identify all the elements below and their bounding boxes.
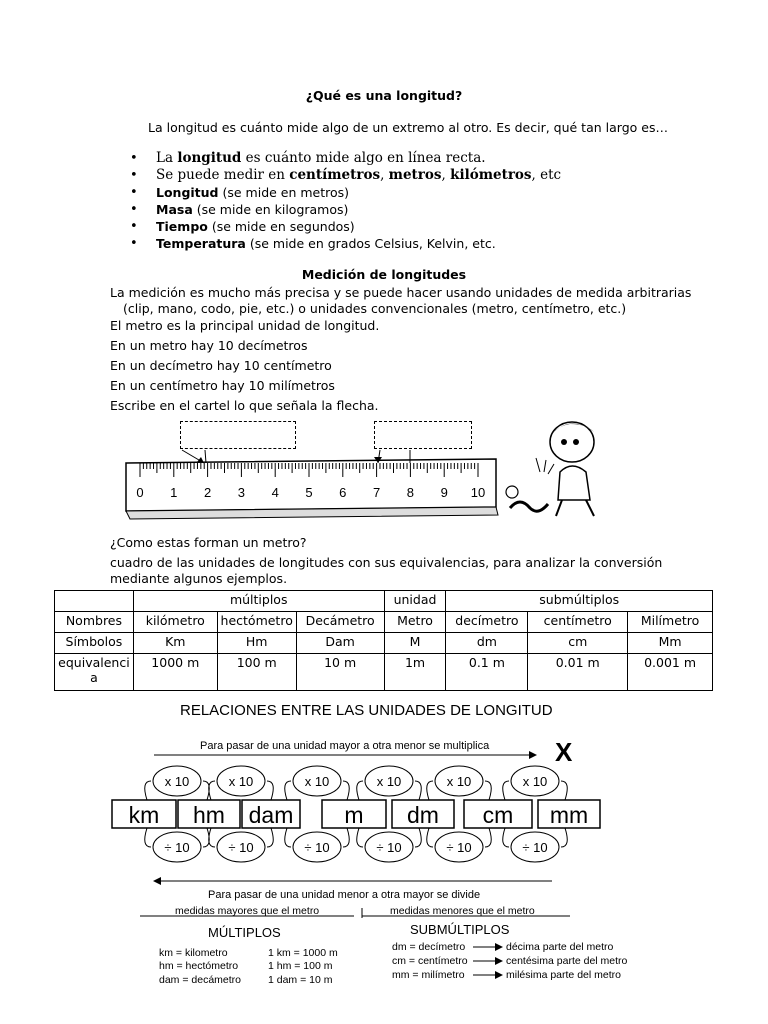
table-cell: cm [528,633,628,654]
list-item: • Masa (se mide en kilogramos) [130,201,561,218]
ruler-number: 0 [136,485,144,500]
list-item: • Temperatura (se mide en grados Celsius, Kelvin, etc. [130,235,561,252]
table-cell: Milímetro [628,612,713,633]
table-cell: decímetro [446,612,528,633]
ruler-number: 7 [372,485,381,500]
table-cell [55,591,134,612]
divider-label: ÷ 10 [228,840,254,855]
table-cell: M [384,633,446,654]
table-cell: 10 m [296,654,384,691]
group-header-multiples: múltiplos [133,591,384,612]
multiple-eq: 1 km = 1000 m [268,947,338,959]
multiplier-label: x 10 [446,774,472,789]
table-cell: Decámetro [296,612,384,633]
group-header-submultiples: submúltiplos [446,591,713,612]
ruler-number: 9 [440,485,448,500]
table-cell: 0.001 m [628,654,713,691]
divider-label: ÷ 10 [446,840,472,855]
sub-def: cm = centímetro [392,955,468,967]
multiple-eq: 1 hm = 100 m [268,960,333,972]
ruler-number: 6 [339,485,347,500]
list-item: • La longitud es cuánto mide algo en línea recta. [130,150,561,167]
question-line: ¿Como estas forman un metro? [110,535,307,550]
multiples-title: MÚLTIPLOS [208,925,281,940]
ruler-number: 3 [237,485,246,500]
ruler-illustration [120,445,500,525]
ruler-number: 4 [271,485,279,500]
submultiples-caption: medidas menores que el metro [390,905,535,917]
table-row [55,633,713,654]
x-mark: X [555,737,573,767]
unit-label: hm [193,802,225,828]
multiples-caption: medidas mayores que el metro [175,905,320,917]
table-cell: 0.1 m [446,654,528,691]
unit-label: m [344,802,364,828]
table-cell: Km [133,633,217,654]
sub-meaning: centésima parte del metro [506,955,628,967]
sub-meaning: décima parte del metro [506,941,614,953]
units-table [54,590,713,691]
table-intro: cuadro de las unidades de longitudes con sus equivalencias, para analizar la conversión [110,555,663,570]
table-row [55,654,713,691]
sub-def: mm = milímetro [392,969,465,981]
child-cartoon [500,412,620,522]
list-item: • Se puede medir en centímetros, metros, kilómetros, etc [130,167,561,184]
definition-list [130,150,561,252]
multiplier-label: x 10 [304,774,330,789]
multiple-eq: 1 dam = 10 m [268,974,333,986]
table-cell: 1m [384,654,446,691]
table-cell: dm [446,633,528,654]
intro-text: La longitud es cuánto mide algo de un extremo al otro. Es decir, qué tan largo es… [148,120,668,135]
divide-caption: Para pasar de una unidad menor a otra mayor se divide [208,889,481,901]
text-line: En un decímetro hay 10 centímetro [110,358,332,373]
table-cell: Nombres [55,612,134,633]
table-cell: Símbolos [55,633,134,654]
text-line: El metro es la principal unidad de longitud. [110,318,380,333]
multiple-def: hm = hectómetro [159,960,239,972]
table-cell: hectómetro [217,612,296,633]
table-cell: equivalencia [55,654,134,691]
unit-label: dam [248,802,294,828]
ruler-number: 2 [203,485,212,500]
table-cell: kilómetro [133,612,217,633]
ruler-number: 8 [406,485,415,500]
list-item: • Longitud (se mide en metros) [130,184,561,201]
table-cell: Metro [384,612,446,633]
table-cell: 1000 m [133,654,217,691]
table-row [55,612,713,633]
ruler-number: 10 [470,485,486,500]
table-cell: 100 m [217,654,296,691]
multiplier-label: x 10 [376,774,402,789]
unit-label: cm [482,802,514,828]
multiplier-label: x 10 [164,774,190,789]
text-line: En un centímetro hay 10 milímetros [110,378,335,393]
table-cell: Hm [217,633,296,654]
multiply-caption: Para pasar de una unidad mayor a otra menor se multiplica [200,740,490,752]
ruler-number: 5 [305,485,313,500]
table-row [55,591,713,612]
unit-label: km [128,802,160,828]
divider-label: ÷ 10 [164,840,190,855]
divider-label: ÷ 10 [304,840,330,855]
table-cell: 0.01 m [528,654,628,691]
multiplier-label: x 10 [228,774,254,789]
unit-label: mm [549,802,589,828]
text-line: En un metro hay 10 decímetros [110,338,308,353]
multiple-def: dam = decámetro [159,974,242,986]
measure-paragraph-1: La medición es mucho más precisa y se puede hacer usando unidades de medida arbitrarias [110,285,692,300]
multiplier-label: x 10 [522,774,548,789]
text-line: Escribe en el cartel lo que señala la flecha. [110,398,379,413]
page-title: ¿Qué es una longitud? [305,88,463,103]
sub-def: dm = decímetro [392,941,466,953]
diagram-title: RELACIONES ENTRE LAS UNIDADES DE LONGITUD [180,702,553,719]
units-relation-diagram [100,696,640,1016]
group-header-unit: unidad [384,591,446,612]
sub-meaning: milésima parte del metro [506,969,621,981]
table-intro: mediante algunos ejemplos. [110,571,288,586]
divider-label: ÷ 10 [522,840,548,855]
section-title: Medición de longitudes [301,267,467,282]
table-cell: Mm [628,633,713,654]
divider-label: ÷ 10 [376,840,402,855]
multiple-def: km = kilometro [159,947,228,959]
submultiples-title: SUBMÚLTIPLOS [410,922,510,937]
table-cell: centímetro [528,612,628,633]
ruler-number: 1 [170,485,178,500]
measure-paragraph-2: (clip, mano, codo, pie, etc.) o unidades convencionales (metro, centímetro, etc.) [123,301,627,316]
list-item: • Tiempo (se mide en segundos) [130,218,561,235]
table-cell: Dam [296,633,384,654]
unit-label: dm [407,802,439,828]
